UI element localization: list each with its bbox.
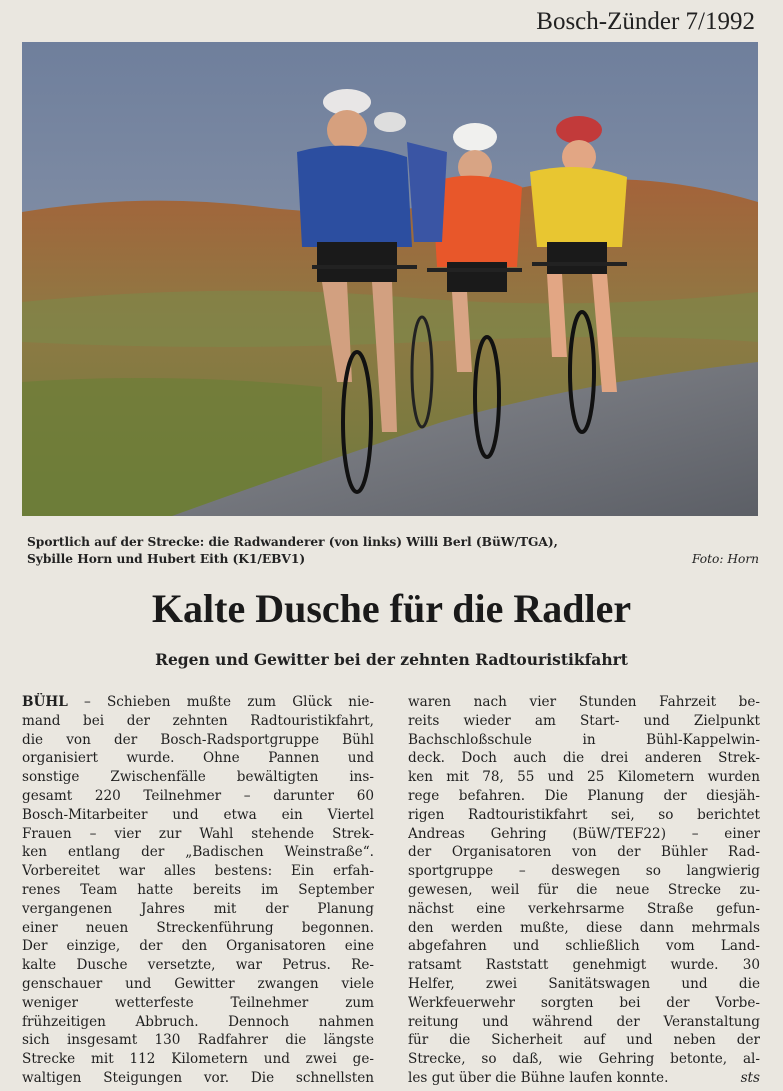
article-line <box>22 1013 374 1032</box>
article-line <box>408 956 760 975</box>
article-text: für die Sicherheit auf und neben der <box>408 1032 760 1049</box>
article-text: les gut über die Bühne laufen konnte. <box>408 1069 669 1086</box>
photo-credit: Foto: Horn <box>692 552 759 566</box>
article-text: nächst eine verkehrsarme Straße gefun- <box>408 900 760 917</box>
article-line <box>22 994 374 1013</box>
article-line <box>22 1031 374 1050</box>
article-text: Der einzige, der den Organisatoren eine <box>22 938 374 955</box>
article-text: ratsamt Raststatt genehmigt wurde. 30 <box>408 957 760 974</box>
article-text: der Organisatoren von der Bühler Rad- <box>408 844 760 861</box>
article-text: Helfer, zwei Sanitätswagen und die <box>408 975 760 992</box>
article-line <box>22 937 374 956</box>
article-text: Werkfeuerwehr sorgten bei der Vorbe- <box>408 994 760 1011</box>
photo-caption <box>27 534 759 568</box>
cyclists-illustration <box>22 42 758 516</box>
article-text: Strecke, so daß, wie Gehring betonte, al- <box>408 1051 760 1068</box>
subheadline: Regen und Gewitter bei der zehnten Radtouristikfahrt <box>155 650 628 669</box>
article-text: sportgruppe – deswegen so langwierig <box>408 863 760 880</box>
article-line <box>22 1050 374 1069</box>
article-line <box>408 994 760 1013</box>
article-column-2 <box>408 693 760 1088</box>
article-line <box>22 956 374 975</box>
article-text: einer neuen Streckenführung begonnen. <box>22 919 374 936</box>
caption-line-1: Sportlich auf der Strecke: die Radwanderer (von links) Willi Berl (BüW/TGA), <box>27 535 558 549</box>
article-line <box>408 862 760 881</box>
article-line <box>22 712 374 731</box>
article-text: kalte Dusche versetzte, war Petrus. Re- <box>22 957 374 974</box>
article-text: den werden mußte, diese dann mehrmals <box>408 919 760 936</box>
headline: Kalte Dusche für die Radler <box>151 586 632 631</box>
article-text: reitung und während der Veranstaltung <box>408 1013 760 1030</box>
article-line <box>22 1069 374 1088</box>
article-column-1 <box>22 693 374 1088</box>
article-line <box>408 712 760 731</box>
article-line <box>22 900 374 919</box>
article-text: mand bei der zehnten Radtouristikfahrt, <box>22 712 374 729</box>
article-line <box>22 825 374 844</box>
article-text: gesamt 220 Teilnehmer – darunter 60 <box>22 787 374 804</box>
article-text: frühzeitigen Abbruch. Dennoch nahmen <box>22 1013 374 1030</box>
article-line <box>22 975 374 994</box>
dateline: BÜHL <box>22 694 68 710</box>
article-text: die von der Bosch-Radsportgruppe Bühl <box>22 731 374 748</box>
article-line <box>408 881 760 900</box>
article-text: abgefahren und schließlich vom Land- <box>408 938 760 955</box>
article-line <box>408 825 760 844</box>
article-text: gewesen, weil für die neue Strecke zu- <box>408 881 760 898</box>
caption-line-2: Sybille Horn und Hubert Eith (K1/EBV1) <box>27 552 306 566</box>
cyclists-photo <box>22 42 758 516</box>
article-text: sonstige Zwischenfälle bewältigten ins- <box>22 769 374 786</box>
article-text: Strecke mit 112 Kilometern und zwei ge- <box>22 1051 374 1068</box>
masthead: Bosch-Zünder 7/1992 <box>536 8 755 35</box>
article-text: vergangenen Jahres mit der Planung <box>22 900 374 917</box>
article-text: Bosch-Mitarbeiter und etwa ein Viertel <box>22 806 374 823</box>
article-line <box>22 881 374 900</box>
article-text: Bachschloßschule in Bühl-Kappelwin- <box>408 731 760 748</box>
article-text: deck. Doch auch die drei anderen Strek- <box>408 750 760 767</box>
article-line <box>22 862 374 881</box>
article-text: genschauer und Gewitter zwangen viele <box>22 975 374 992</box>
article-line <box>22 768 374 787</box>
article-line <box>408 1050 760 1069</box>
article-line <box>22 749 374 768</box>
article-text: Frauen – vier zur Wahl stehende Strek- <box>22 825 374 842</box>
article-text: renes Team hatte bereits im September <box>22 881 374 898</box>
article-line <box>408 787 760 806</box>
article-line <box>22 919 374 938</box>
article-line <box>408 900 760 919</box>
article-line <box>22 693 374 712</box>
article-line <box>408 749 760 768</box>
article-text: waltigen Steigungen vor. Die schnellsten <box>22 1069 374 1086</box>
article-line <box>408 843 760 862</box>
article-line <box>22 806 374 825</box>
article-text: ken mit 78, 55 und 25 Kilometern wurden <box>408 769 760 786</box>
article-text: weniger wetterfeste Teilnehmer zum <box>22 994 374 1011</box>
author-signature: sts <box>740 1069 760 1086</box>
article-line <box>408 806 760 825</box>
article-text: waren nach vier Stunden Fahrzeit be- <box>408 694 760 710</box>
article-line <box>408 731 760 750</box>
article-line <box>408 768 760 787</box>
article-text: organisiert wurde. Ohne Pannen und <box>22 750 374 767</box>
article-line <box>408 919 760 938</box>
article-text: – Schieben mußte zum Glück nie- <box>67 694 374 710</box>
article-line <box>408 975 760 994</box>
article-text: rigen Radtouristikfahrt sei, so berichtet <box>408 806 760 823</box>
article-text: Andreas Gehring (BüW/TEF22) – einer <box>408 825 760 842</box>
article-text: reits wieder am Start- und Zielpunkt <box>408 712 760 729</box>
article-text: sich insgesamt 130 Radfahrer die längste <box>22 1032 374 1049</box>
article-text: Vorbereitet war alles bestens: Ein erfah- <box>22 863 374 880</box>
article-text: rege befahren. Die Planung der diesjäh- <box>408 787 760 804</box>
article-line <box>22 731 374 750</box>
article-line <box>408 1013 760 1032</box>
article-line <box>408 937 760 956</box>
article-line <box>22 843 374 862</box>
article-text: ken entlang der „Badischen Weinstraße“. <box>22 844 374 861</box>
article-line <box>22 787 374 806</box>
article-line <box>408 693 760 712</box>
article-line <box>408 1069 760 1088</box>
article-line <box>408 1031 760 1050</box>
